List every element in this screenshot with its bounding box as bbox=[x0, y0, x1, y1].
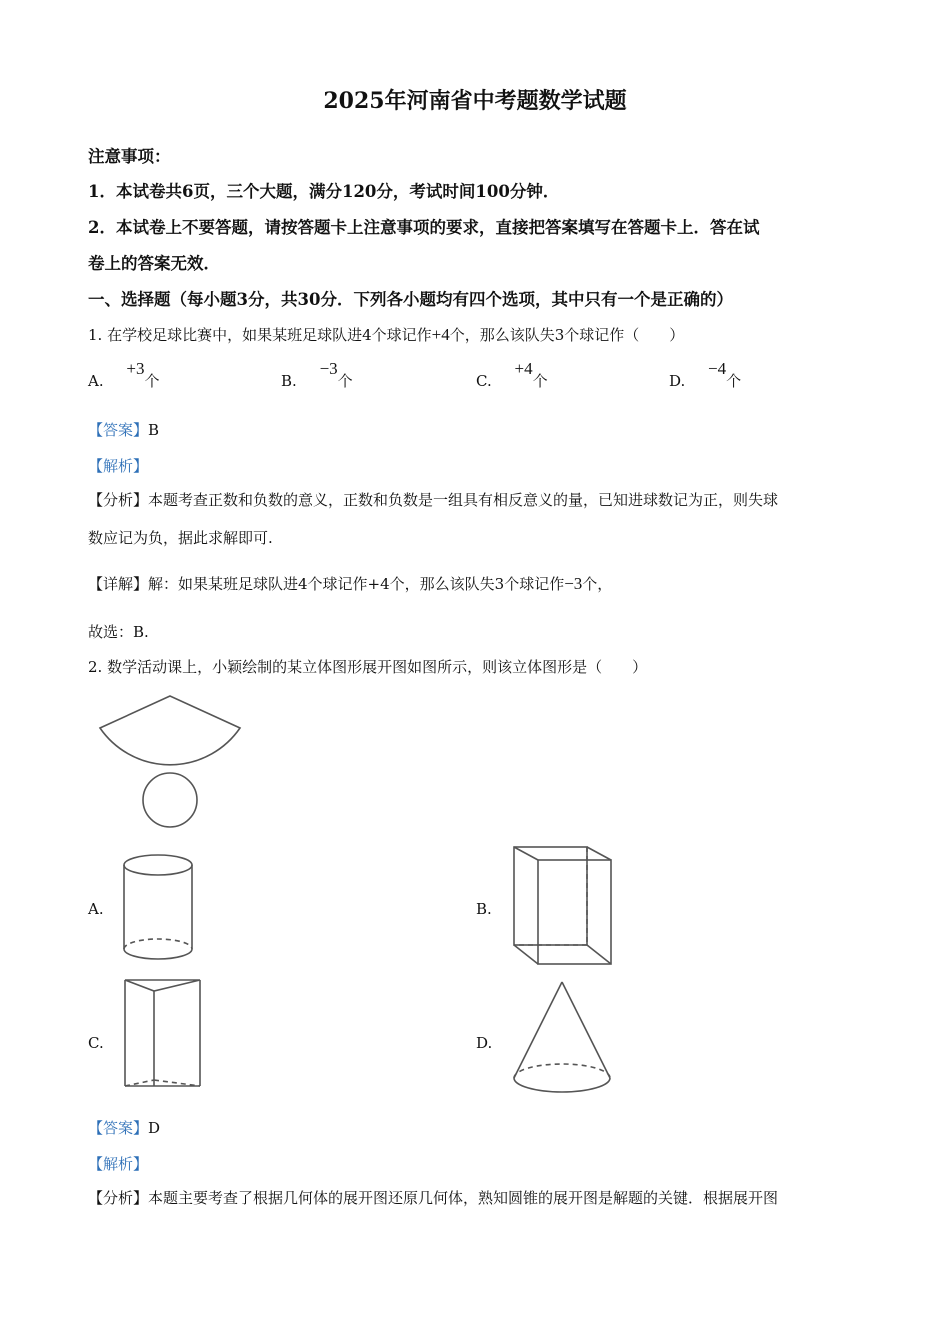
q1-option-d: D. −4个 bbox=[669, 359, 742, 390]
q2-fenxi: 【分析】本题主要考查了根据几何体的展开图还原几何体，熟知圆锥的展开图是解题的关键．根据展开图 bbox=[88, 1189, 779, 1207]
cylinder-icon bbox=[120, 852, 196, 988]
q1-fenxi-line1: 【分析】本题考查正数和负数的意义，正数和负数是一组具有相反意义的量，已知进球数记为正，则失球 bbox=[88, 491, 779, 509]
q2-option-d-label: D. bbox=[476, 1034, 493, 1052]
q1-stem: 1. 在学校足球比赛中，如果某班足球队进4个球记作+4个，那么该队失3个球记作（ ） bbox=[88, 325, 685, 344]
q2-option-b-label: B. bbox=[476, 900, 492, 918]
q2-answer: 【答案】D bbox=[88, 1119, 161, 1137]
q1-fenxi-line2: 数应记为负，据此求解即可. bbox=[88, 529, 273, 547]
q2-option-a-label: A. bbox=[88, 900, 104, 918]
cone-net-figure bbox=[95, 692, 245, 832]
triangular-prism-icon bbox=[120, 976, 206, 1092]
q1-answer: 【答案】B bbox=[88, 421, 160, 439]
notice-item-2: 2．本试卷上不要答题，请按答题卡上注意事项的要求，直接把答案填写在答题卡上．答在试 bbox=[88, 218, 760, 237]
q1-option-b: B. −3个 bbox=[281, 359, 353, 390]
q1-conclusion: 故选：B. bbox=[88, 623, 149, 641]
q2-analysis-tag: 【解析】 bbox=[88, 1155, 149, 1173]
net-sector bbox=[100, 696, 240, 765]
page-title: 2025年河南省中考题数学试题 bbox=[323, 88, 627, 114]
section-heading: 一、选择题（每小题3分，共30分．下列各小题均有四个选项，其中只有一个是正确的） bbox=[88, 290, 733, 309]
q1-detail: 【详解】解：如果某班足球队进4个球记作+4个，那么该队失3个球记作−3个， bbox=[88, 574, 613, 593]
notice-item-1: 1．本试卷共6页，三个大题，满分120分，考试时间100分钟． bbox=[88, 182, 560, 201]
q1-analysis-tag: 【解析】 bbox=[88, 457, 149, 475]
q2-option-c-label: C. bbox=[88, 1034, 104, 1052]
q1-option-c: C. +4个 bbox=[476, 359, 548, 390]
cone-icon bbox=[510, 978, 614, 1102]
notice-heading: 注意事项： bbox=[88, 147, 171, 166]
net-circle bbox=[143, 773, 197, 827]
cuboid-icon bbox=[510, 843, 614, 969]
q2-stem: 2. 数学活动课上，小颖绘制的某立体图形展开图如图所示，则该立体图形是（ ） bbox=[88, 658, 648, 676]
notice-item-2-cont: 卷上的答案无效． bbox=[88, 254, 220, 273]
q1-option-a: A. +3个 bbox=[88, 359, 160, 390]
